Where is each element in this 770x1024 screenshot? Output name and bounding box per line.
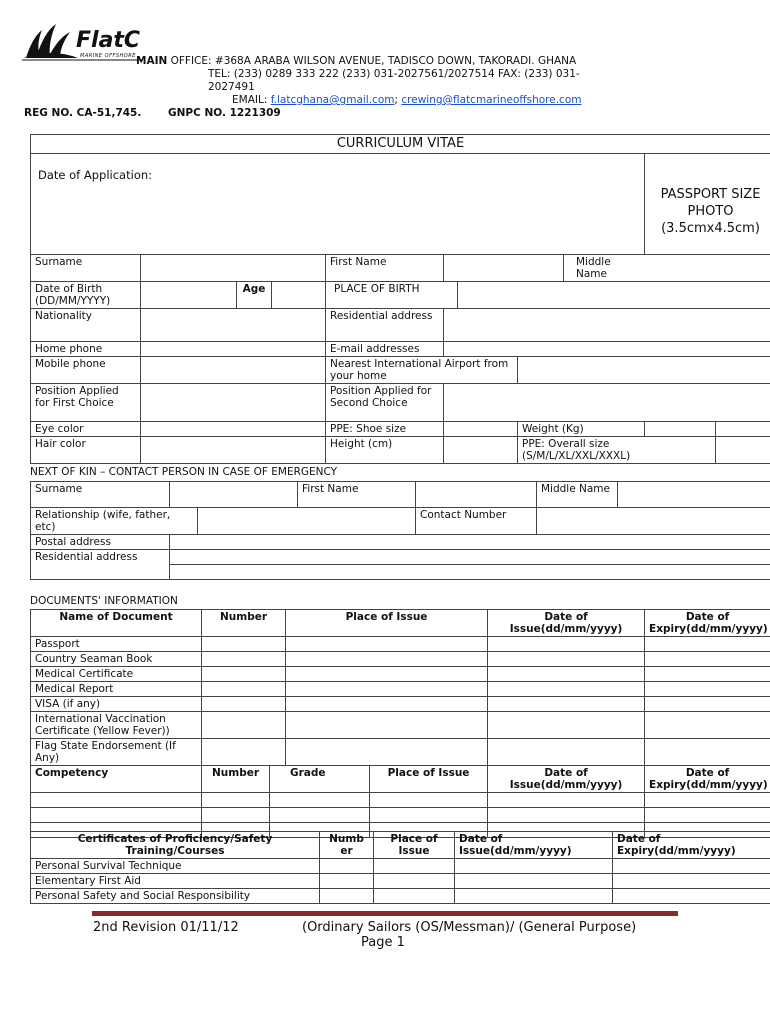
cert-row-label: Personal Survival Technique (31, 859, 320, 874)
cert-cell[interactable] (613, 874, 770, 889)
comp-cell[interactable] (370, 793, 488, 808)
doc-col-issue: Date of Issue(dd/mm/yyyy) (488, 610, 645, 637)
position-first-label: Position Applied for First Choice (31, 384, 141, 422)
doc-row-label: Medical Report (31, 682, 202, 697)
nok-middle-name-label: Middle Name (537, 482, 618, 508)
comp-cell[interactable] (202, 793, 270, 808)
cert-cell[interactable] (455, 874, 613, 889)
doc-cell[interactable] (488, 667, 645, 682)
comp-cell[interactable] (270, 808, 370, 823)
doc-cell[interactable] (202, 667, 286, 682)
gnpc-no: GNPC NO. 1221309 (168, 107, 281, 119)
doc-row-label: Flag State Endorsement (If Any) (31, 739, 202, 766)
ppe-shoe-label: PPE: Shoe size (326, 422, 444, 437)
comp-cell[interactable] (270, 793, 370, 808)
comp-cell[interactable] (370, 808, 488, 823)
email-link-1[interactable]: f.latcghana@gmail.com (270, 94, 395, 106)
comp-cell[interactable] (645, 808, 770, 823)
nok-surname-value[interactable] (170, 482, 298, 508)
nok-postal-address-label: Postal address (31, 535, 170, 550)
nok-first-name-value[interactable] (416, 482, 537, 508)
position-first-value[interactable] (141, 384, 326, 422)
doc-row-label: Medical Certificate (31, 667, 202, 682)
cert-cell[interactable] (374, 859, 455, 874)
eye-color-label: Eye color (31, 422, 141, 437)
nok-relationship-label: Relationship (wife, father, etc) (31, 508, 198, 535)
weight-value[interactable] (645, 422, 716, 437)
doc-row-label: VISA (if any) (31, 697, 202, 712)
surname-value[interactable] (141, 255, 326, 282)
doc-cell[interactable] (202, 697, 286, 712)
weight-extra[interactable] (716, 422, 770, 437)
doc-col-expiry: Date of Expiry(dd/mm/yyyy) (645, 610, 770, 637)
doc-cell[interactable] (202, 652, 286, 667)
first-name-value[interactable] (444, 255, 564, 282)
doc-cell[interactable] (488, 712, 645, 739)
doc-cell[interactable] (645, 652, 770, 667)
cert-cell[interactable] (455, 859, 613, 874)
cert-col-place: Place of Issue (374, 832, 455, 859)
logo-subtext: MARINE OFFSHORE (80, 53, 136, 59)
middle-name-label: Middle Name (564, 255, 645, 282)
hair-color-label: Hair color (31, 437, 141, 464)
cert-cell[interactable] (320, 859, 374, 874)
eye-color-value[interactable] (141, 422, 326, 437)
doc-col-name: Name of Document (31, 610, 202, 637)
comp-cell[interactable] (31, 808, 202, 823)
doc-cell[interactable] (488, 652, 645, 667)
comp-cell[interactable] (645, 793, 770, 808)
nok-residential-address-label: Residential address (31, 550, 170, 580)
documents-heading: DOCUMENTS' INFORMATION (30, 595, 178, 607)
ppe-overall-value[interactable] (716, 437, 770, 464)
doc-cell[interactable] (645, 682, 770, 697)
date-of-application-label: Date of Application: (31, 154, 645, 255)
doc-row-label: Passport (31, 637, 202, 652)
cert-cell[interactable] (455, 889, 613, 904)
mobile-phone-label: Mobile phone (31, 357, 141, 384)
nok-contact-number-label: Contact Number (416, 508, 537, 535)
weight-label: Weight (Kg) (518, 422, 645, 437)
comp-cell[interactable] (488, 808, 645, 823)
doc-cell[interactable] (286, 739, 488, 766)
comp-col-place: Place of Issue (370, 766, 488, 793)
doc-cell[interactable] (286, 652, 488, 667)
comp-col-grade: Grade (270, 766, 370, 793)
ppe-shoe-value[interactable] (444, 422, 518, 437)
nationality-value[interactable] (141, 309, 326, 342)
main-label: MAIN (136, 55, 168, 67)
doc-cell[interactable] (286, 667, 488, 682)
tel-line-2: 2027491 (208, 81, 255, 93)
nok-postal-address-value[interactable] (170, 535, 770, 550)
logo-text: FlatC (76, 28, 141, 53)
nok-residential-address-value-2[interactable] (170, 565, 770, 580)
doc-cell[interactable] (202, 682, 286, 697)
doc-cell[interactable] (645, 637, 770, 652)
comp-cell[interactable] (31, 793, 202, 808)
doc-cell[interactable] (488, 682, 645, 697)
age-label: Age (237, 282, 272, 309)
office-address: OFFICE: #368A ARABA WILSON AVENUE, TADISCO DOWN, TAKORADI. GHANA (167, 55, 577, 67)
home-phone-label: Home phone (31, 342, 141, 357)
doc-row-label: Country Seaman Book (31, 652, 202, 667)
cert-cell[interactable] (374, 889, 455, 904)
residential-address-label: Residential address (326, 309, 444, 342)
nok-relationship-value[interactable] (198, 508, 416, 535)
cert-cell[interactable] (374, 874, 455, 889)
main-office-line (136, 55, 656, 68)
residential-address-value[interactable] (444, 309, 770, 342)
cert-col-issue: Date of Issue(dd/mm/yyyy) (455, 832, 613, 859)
height-value[interactable] (444, 437, 518, 464)
tel-line: TEL: (233) 0289 333 222 (233) 031-2027561/2027514 FAX: (233) 031- (208, 68, 580, 80)
home-phone-value[interactable] (141, 342, 326, 357)
comp-cell[interactable] (488, 793, 645, 808)
comp-col-expiry: Date of Expiry(dd/mm/yyyy) (645, 766, 770, 793)
footer-revision: 2nd Revision 01/11/12 (93, 920, 239, 935)
cert-cell[interactable] (320, 889, 374, 904)
mobile-phone-value[interactable] (141, 357, 326, 384)
passport-photo-label: PASSPORT SIZE PHOTO (3.5cmx4.5cm) (660, 187, 761, 236)
ppe-overall-label: PPE: Overall size (S/M/L/XL/XXL/XXXL) (518, 437, 716, 464)
comp-col-name: Competency (31, 766, 202, 793)
doc-cell[interactable] (286, 637, 488, 652)
next-of-kin-table (30, 481, 770, 580)
doc-cell[interactable] (488, 697, 645, 712)
email-addresses-label: E-mail addresses (326, 342, 444, 357)
nok-residential-address-value[interactable] (170, 550, 770, 565)
comp-col-number: Number (202, 766, 270, 793)
doc-cell[interactable] (645, 697, 770, 712)
cert-row-label: Personal Safety and Social Responsibility (31, 889, 320, 904)
nearest-airport-label: Nearest International Airport from your home (326, 357, 518, 384)
certificates-table (30, 831, 770, 904)
dob-value[interactable] (141, 282, 237, 309)
footer-purpose: (Ordinary Sailors (OS/Messman)/ (General Purpose) (302, 920, 637, 935)
dob-label: Date of Birth (DD/MM/YYYY) (31, 282, 141, 309)
position-second-value[interactable] (444, 384, 770, 422)
nok-surname-label: Surname (31, 482, 170, 508)
doc-cell[interactable] (202, 739, 286, 766)
cert-col-expiry: Date of Expiry(dd/mm/yyyy) (613, 832, 770, 859)
reg-no: REG NO. CA-51,745. (24, 107, 142, 119)
comp-col-issue: Date of Issue(dd/mm/yyyy) (488, 766, 645, 793)
place-of-birth-value[interactable] (458, 282, 770, 309)
cv-table (30, 134, 770, 464)
company-logo (22, 18, 142, 62)
doc-cell[interactable] (645, 739, 770, 766)
doc-cell[interactable] (488, 739, 645, 766)
doc-col-number: Number (202, 610, 286, 637)
nationality-label: Nationality (31, 309, 141, 342)
cert-cell[interactable] (320, 874, 374, 889)
email-separator: ; (394, 94, 402, 106)
doc-cell[interactable] (286, 697, 488, 712)
email-addresses-value[interactable] (444, 342, 770, 357)
hair-color-value[interactable] (141, 437, 326, 464)
nok-first-name-label: First Name (298, 482, 416, 508)
footer-divider (92, 911, 678, 916)
cert-col-number: Numb er (320, 832, 374, 859)
documents-table (30, 609, 770, 838)
place-of-birth-label: PLACE OF BIRTH (326, 282, 458, 309)
doc-cell[interactable] (645, 712, 770, 739)
doc-row-label: International Vaccination Certificate (Yellow Fever)) (31, 712, 202, 739)
nearest-airport-value[interactable] (518, 357, 770, 384)
footer-page: Page 1 (361, 935, 405, 950)
doc-cell[interactable] (645, 667, 770, 682)
doc-cell[interactable] (202, 712, 286, 739)
doc-cell[interactable] (202, 637, 286, 652)
email-line (232, 94, 652, 107)
passport-photo-box (645, 154, 770, 255)
age-value[interactable] (272, 282, 326, 309)
cert-col-name: Certificates of Proficiency/Safety Training/Courses (31, 832, 320, 859)
email-link-2[interactable]: crewing@flatcmarineoffshore.com (401, 94, 582, 106)
nok-contact-number-value[interactable] (537, 508, 770, 535)
cv-title: CURRICULUM VITAE (31, 135, 770, 154)
doc-cell[interactable] (488, 637, 645, 652)
email-label: EMAIL: (232, 94, 271, 106)
nok-middle-name-value[interactable] (618, 482, 770, 508)
cert-cell[interactable] (613, 859, 770, 874)
doc-col-place: Place of Issue (286, 610, 488, 637)
height-label: Height (cm) (326, 437, 444, 464)
cert-row-label: Elementary First Aid (31, 874, 320, 889)
middle-name-value[interactable] (645, 255, 770, 282)
first-name-label: First Name (326, 255, 444, 282)
next-of-kin-heading: NEXT OF KIN – CONTACT PERSON IN CASE OF EMERGENCY (30, 466, 338, 478)
doc-cell[interactable] (286, 682, 488, 697)
comp-cell[interactable] (202, 808, 270, 823)
cert-cell[interactable] (613, 889, 770, 904)
position-second-label: Position Applied for Second Choice (326, 384, 444, 422)
doc-cell[interactable] (286, 712, 488, 739)
surname-label: Surname (31, 255, 141, 282)
